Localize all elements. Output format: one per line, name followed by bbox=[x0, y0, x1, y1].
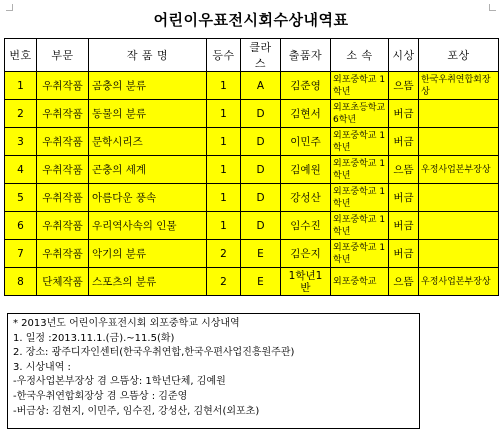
cell-exhibitor: 김현서 bbox=[281, 100, 331, 128]
cell-prize bbox=[419, 212, 499, 240]
cell-prize: 우정사업본부장상 bbox=[419, 156, 499, 184]
cell-affiliation: 외포중학교 1학년 bbox=[331, 156, 389, 184]
header-class: 클라스 bbox=[241, 39, 281, 72]
cell-rank: 2 bbox=[207, 268, 241, 296]
cell-number: 6 bbox=[5, 212, 37, 240]
table-row bbox=[5, 72, 499, 100]
cell-category: 단체작품 bbox=[37, 268, 89, 296]
cell-prize bbox=[419, 128, 499, 156]
cell-award: 버금 bbox=[389, 128, 419, 156]
cell-prize bbox=[419, 240, 499, 268]
cell-exhibitor: 임수진 bbox=[281, 212, 331, 240]
cell-exhibitor: 강성산 bbox=[281, 184, 331, 212]
cell-prize bbox=[419, 184, 499, 212]
cell-class: E bbox=[241, 240, 281, 268]
cell-class: D bbox=[241, 100, 281, 128]
cell-number: 2 bbox=[5, 100, 37, 128]
cell-work-title: 스포츠의 분류 bbox=[89, 268, 207, 296]
cell-number: 1 bbox=[5, 72, 37, 100]
cell-category: 우취작품 bbox=[37, 72, 89, 100]
cell-work-title: 동물의 분류 bbox=[89, 100, 207, 128]
cell-number: 7 bbox=[5, 240, 37, 268]
table-header-row bbox=[5, 39, 499, 72]
cell-rank: 1 bbox=[207, 128, 241, 156]
header-award: 시상 bbox=[389, 39, 419, 72]
cell-rank: 2 bbox=[207, 240, 241, 268]
cell-affiliation: 외포중학교 bbox=[331, 268, 389, 296]
notes-award-item: -버금상: 김현지, 이민주, 임수진, 강성산, 김현서(외포초) bbox=[13, 405, 260, 417]
cell-work-title: 곤충의 세계 bbox=[89, 156, 207, 184]
header-work-title: 작 품 명 bbox=[89, 39, 207, 72]
cell-rank: 1 bbox=[207, 156, 241, 184]
table-row bbox=[5, 184, 499, 212]
header-affiliation: 소 속 bbox=[331, 39, 389, 72]
cell-prize: 우정사업본부장상 bbox=[419, 268, 499, 296]
cell-rank: 1 bbox=[207, 72, 241, 100]
cell-rank: 1 bbox=[207, 100, 241, 128]
cell-class: A bbox=[241, 72, 281, 100]
cell-award: 버금 bbox=[389, 240, 419, 268]
cell-rank: 1 bbox=[207, 184, 241, 212]
cell-class: E bbox=[241, 268, 281, 296]
cell-award: 버금 bbox=[389, 184, 419, 212]
cell-exhibitor: 김예원 bbox=[281, 156, 331, 184]
cell-class: D bbox=[241, 212, 281, 240]
cell-exhibitor: 이민주 bbox=[281, 128, 331, 156]
cell-prize: 한국우취연합회장상 bbox=[419, 72, 499, 100]
cell-category: 우취작품 bbox=[37, 212, 89, 240]
cell-exhibitor: 1학년1반 bbox=[281, 268, 331, 296]
cell-award: 으뜸 bbox=[389, 156, 419, 184]
cell-exhibitor: 김은지 bbox=[281, 240, 331, 268]
cell-rank: 1 bbox=[207, 212, 241, 240]
cell-work-title: 우리역사속의 인물 bbox=[89, 212, 207, 240]
notes-award-item: -한국우취연합회장상 겸 으뜸상 : 김준영 bbox=[13, 390, 188, 402]
cell-award: 버금 bbox=[389, 212, 419, 240]
cell-affiliation: 외포중학교 1학년 bbox=[331, 184, 389, 212]
awards-table bbox=[4, 38, 499, 296]
header-category: 부문 bbox=[37, 39, 89, 72]
cell-affiliation: 외포초등학교 6학년 bbox=[331, 100, 389, 128]
notes-award-item: -우정사업본부장상 겸 으뜸상: 1학년단체, 김예원 bbox=[13, 376, 226, 388]
header-rank: 등수 bbox=[207, 39, 241, 72]
cell-category: 우취작품 bbox=[37, 184, 89, 212]
notes-venue: 2. 장소: 광주디자인센터(한국우취연합,한국우편사업진흥원주관) bbox=[13, 347, 295, 359]
table-row bbox=[5, 268, 499, 296]
notes-awards-heading: 3. 시상내역 : bbox=[13, 361, 71, 373]
table-row bbox=[5, 212, 499, 240]
table-row bbox=[5, 100, 499, 128]
cell-affiliation: 외포중학교 1학년 bbox=[331, 240, 389, 268]
cell-award: 으뜸 bbox=[389, 72, 419, 100]
cell-number: 4 bbox=[5, 156, 37, 184]
cell-category: 우취작품 bbox=[37, 156, 89, 184]
cell-affiliation: 외포중학교 1학년 bbox=[331, 212, 389, 240]
header-number: 번호 bbox=[5, 39, 37, 72]
page-title: 어린이우표전시회수상내역표 bbox=[153, 11, 349, 29]
award-notes-box bbox=[7, 313, 420, 429]
header-exhibitor: 출품자 bbox=[281, 39, 331, 72]
cell-number: 3 bbox=[5, 128, 37, 156]
cell-class: D bbox=[241, 128, 281, 156]
cell-number: 8 bbox=[5, 268, 37, 296]
table-row bbox=[5, 156, 499, 184]
cell-work-title: 아름다운 풍속 bbox=[89, 184, 207, 212]
cell-work-title: 곰충의 분류 bbox=[89, 72, 207, 100]
cell-number: 5 bbox=[5, 184, 37, 212]
cell-class: D bbox=[241, 156, 281, 184]
cell-award: 으뜸 bbox=[389, 268, 419, 296]
cell-exhibitor: 김준영 bbox=[281, 72, 331, 100]
cell-award: 버금 bbox=[389, 100, 419, 128]
header-prize: 포상 bbox=[419, 39, 499, 72]
table-row bbox=[5, 128, 499, 156]
notes-heading: * 2013년도 어린이우표전시회 외포중학교 시상내역 bbox=[13, 318, 240, 329]
cell-affiliation: 외포중학교 1학년 bbox=[331, 72, 389, 100]
cell-affiliation: 외포중학교 1학년 bbox=[331, 128, 389, 156]
cell-prize bbox=[419, 100, 499, 128]
cell-class: D bbox=[241, 184, 281, 212]
table-row bbox=[5, 240, 499, 268]
notes-schedule: 1. 일정 :2013.11.1.(금).~11.5(화) bbox=[13, 332, 175, 344]
cell-work-title: 문학시리즈 bbox=[89, 128, 207, 156]
cell-category: 우취작품 bbox=[37, 240, 89, 268]
cell-category: 우취작품 bbox=[37, 128, 89, 156]
cell-work-title: 악기의 분류 bbox=[89, 240, 207, 268]
cell-category: 우취작품 bbox=[37, 100, 89, 128]
